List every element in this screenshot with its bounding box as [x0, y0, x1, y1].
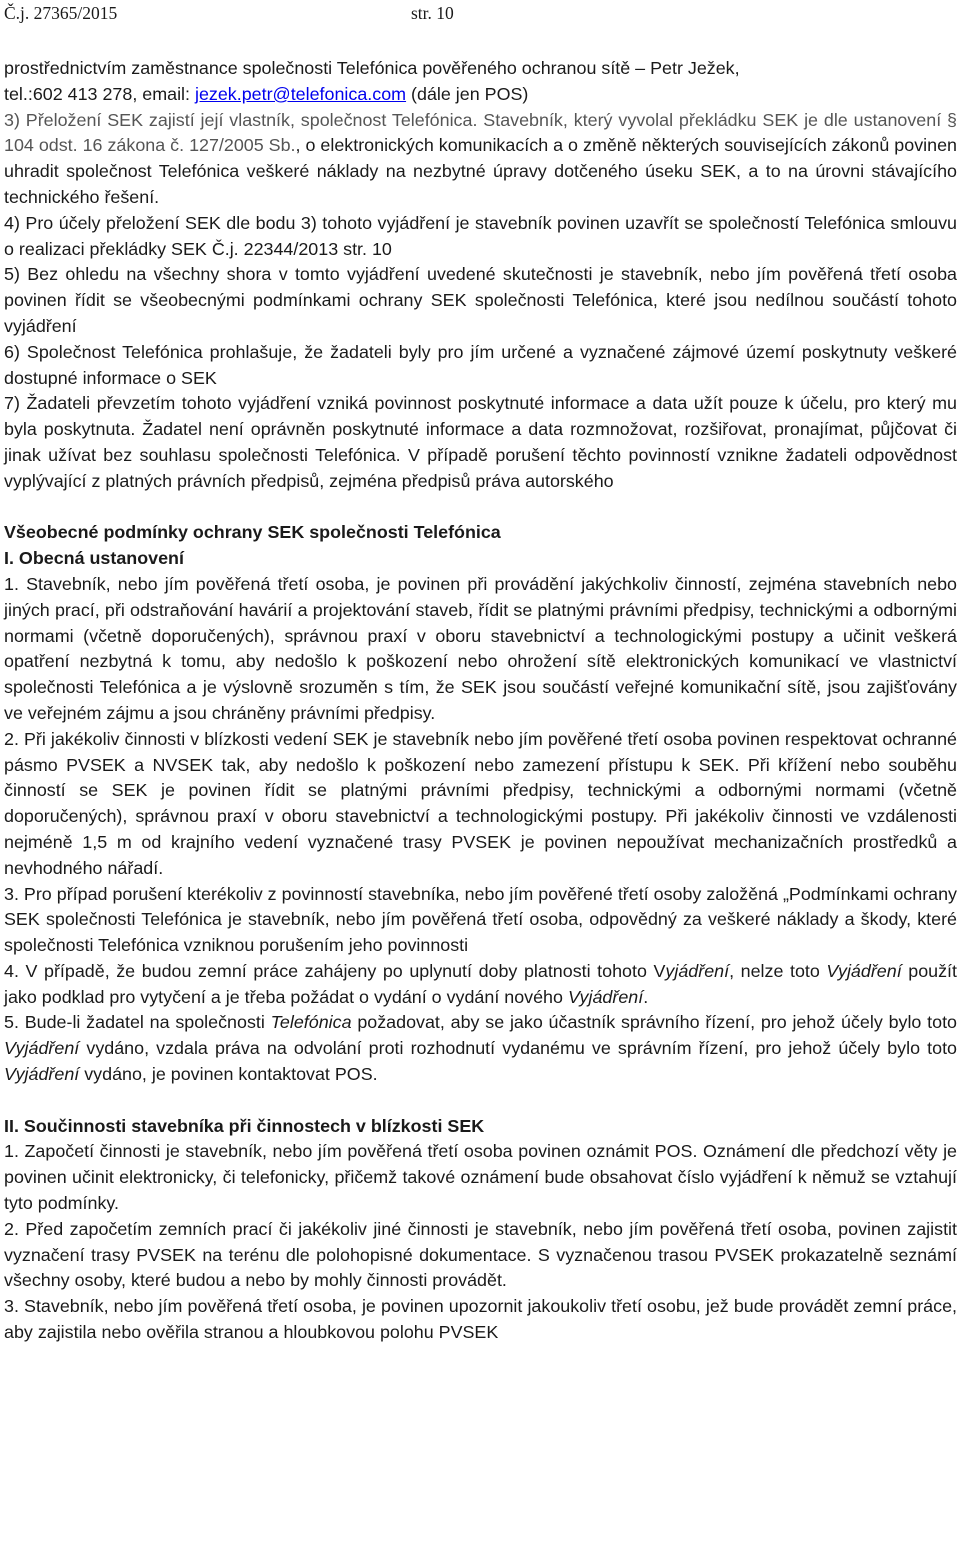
item-4-text-c: , nelze toto — [729, 960, 827, 981]
paragraph-4: 4) Pro účely přeložení SEK dle bodu 3) tohoto vyjádření je stavebník povinen uzavřít se společností Telefónica smlouvu o realizaci překládky SEK Č.j. 22344/2013 str. 10 — [4, 212, 957, 259]
document-reference: Č.j. 27365/2015 — [4, 3, 118, 23]
section-2-item-3: 3. Stavebník, nebo jím pověřená třetí osoba, je povinen upozornit jakoukoliv třetí osobu, jež bude provádět zemní práce, aby zajistila nebo ověřila stranou a hloubkovou polohu PVSEK — [4, 1296, 957, 1343]
contact-paragraph — [4, 56, 957, 108]
item-5-italic-f: Vyjádření — [4, 1064, 80, 1085]
paragraph-7: 7) Žadateli převzetím tohoto vyjádření vzniká povinnost poskytnuté informace a data užít pouze k účelu, pro který mu byla poskytnuta. Žadatel není oprávněn poskytnuté informace a data rozmnožovat, rozšiřovat, pronajímat, půjčovat či jinak užívat bez souhlasu společnosti Telefónica. V případě porušení těchto povinností vznikne žadateli odpovědnost vyplývající z platných právních předpisů, zejména předpisů práva autorského — [4, 393, 957, 491]
item-4-text-e: použít jako podklad pro vytyčení a je třeba požádat o vydání o vydání nového — [4, 960, 957, 1007]
paragraph-3-start: 3) Přeložení SEK zajistí její vlastník, společnost Telefónica. Stavebník, který vyvolal překládku SEK je dle ustanovení § 104 odst. 16 zákona č. 127/2005 Sb. — [4, 109, 957, 156]
section-1-item-3: 3. Pro případ porušení kterékoliv z povinností stavebníka, nebo jím pověřené třetí osoby založěná „Podmínkami ochrany SEK společnosti Telefónica je stavebník, nebo jím pověřená třetí osoba, odpovědný za veškeré náklady a škody, které společnosti Telefónica vzniknou porušením jeho povinnosti — [4, 883, 957, 956]
page-header — [4, 2, 954, 24]
paragraph-3-end: , o elektronických komunikacích a o změně některých souvisejících zákonů povinen uhradit společnost Telefónica veškeré náklady na nezbytné úpravy dotčeného úseku SEK, a to na úrovni stávajícího technického řešení. — [4, 135, 957, 207]
paragraph-6: 6) Společnost Telefónica prohlašuje, že žadateli byly pro jím určené a vyznačené zájmové území poskytnuty veškeré dostupné informace o SEK — [4, 341, 957, 388]
section-1-heading: I. Obecná ustanovení — [4, 548, 184, 569]
item-5-italic-b: Telefónica — [270, 1012, 352, 1033]
section-2-heading: II. Součinnosti stavebníka při činnostech v blízkosti SEK — [4, 1115, 485, 1136]
paragraph-5: 5) Bez ohledu na všechny shora v tomto vyjádření uvedené skutečnosti je stavebník, nebo jím pověřená třetí osoba povinen řídit se všeobecnými podmínkami ochrany SEK společnosti Telefónica, které jsou nedílnou součástí tohoto vyjádření — [4, 264, 957, 336]
item-5-text-g: vydáno, je povinen kontaktovat POS. — [79, 1064, 378, 1085]
item-5-text-a: 5. Bude-li žadatel na společnosti — [4, 1012, 271, 1033]
item-4-italic-d: Vyjádření — [826, 960, 902, 981]
contact-line-1: prostřednictvím zaměstnance společnosti Telefónica pověřeného ochranou sítě – Petr Ježek, — [4, 58, 740, 78]
item-4-italic-f: Vyjádření — [567, 986, 644, 1007]
spacer — [4, 1088, 957, 1114]
section-1-item-5 — [4, 1010, 957, 1087]
item-4-text-g: . — [643, 986, 649, 1007]
spacer — [4, 495, 957, 521]
paragraph-3 — [4, 108, 957, 211]
item-5-italic-d: Vyjádření — [4, 1038, 80, 1059]
email-link[interactable]: jezek.petr@telefonica.com — [194, 83, 407, 104]
section-1-item-2: 2. Při jakékoliv činnosti v blízkosti vedení SEK je stavebník nebo jím pověřené třetí osoba povinen respektovat ochranné pásmo PVSEK a NVSEK tak, aby nedošlo k poškození nebo zamezení přístupu k SEK. Při křížení nebo souběhu činností se SEK je povinen řídit se platnými právními předpisy, technickými a odbornými normami (včetně doporučených), správnou praxí v oboru stavebnictví a technologickými postupy. Při jakékoliv činnosti ve vzdálenosti nejméně 1,5 m od krajního vedení vyznačené trasy PVSEK je povinen nepoužívat mechanizačních prostředků a nevhodného nářadí. — [4, 728, 957, 878]
contact-line-2: tel.:602 413 278, email: — [4, 83, 195, 104]
section-1-item-4 — [4, 959, 957, 1011]
contact-line-2-end: (dále jen POS) — [406, 83, 529, 104]
item-5-text-e: vydáno, vzdala práva na odvolání proti rozhodnutí vydanému ve správním řízení, pro jehož účely bylo toto — [79, 1038, 957, 1059]
item-4-italic-b: yjádření — [665, 960, 730, 981]
section-1-item-1: 1. Stavebník, nebo jím pověřená třetí osoba, je povinen při provádění jakýchkoliv činností, zejména stavebních nebo jiných prací, při odstraňování havárií a projektování staveb, řídit se platnými právními předpisy, technickými a odbornými normami (včetně doporučených), správnou praxí v oboru stavebnictví a technologickými postupy a učinit veškerá opatření nezbytná k tomu, aby nedošlo k poškození nebo ohrožení sítě elektronických komunikací ve vlastnictví společnosti Telefónica a je výslovně srozuměn s tím, že SEK jsou součástí veřejné komunikační sítě, jsou zajišťovány ve veřejném zájmu a jsou chráněny právními předpisy. — [4, 573, 957, 723]
section-2-item-2: 2. Před započetím zemních prací či jakékoliv jiné činnosti je stavebník, nebo jím pověřená třetí osoba, povinen zajistit vyznačení trasy PVSEK na terénu dle polohopisné dokumentace. S vyznačenou trasou PVSEK prokazatelně seznámí všechny osoby, které budou a nebo by mohly činnosti provádět. — [4, 1218, 957, 1291]
section-2-item-1: 1. Započetí činnosti je stavebník, nebo jím pověřená třetí osoba povinen oznámit POS. Oznámení dle předchozí věty je povinen učinit elektronicky, či telefonicky, přičemž takové oznámení bude obsahovat číslo vyjádření k němuž se vztahují tyto podmínky. — [4, 1141, 957, 1214]
item-5-text-c: požadovat, aby se jako účastník správního řízení, pro jehož účely bylo toto — [351, 1012, 958, 1033]
general-conditions-title: Všeobecné podmínky ochrany SEK společnosti Telefónica — [4, 522, 501, 543]
item-4-text-a: 4. V případě, že budou zemní práce zahájeny po uplynutí doby platnosti tohoto V — [4, 960, 666, 981]
page-number: str. 10 — [411, 3, 454, 23]
document-body — [4, 56, 957, 1346]
